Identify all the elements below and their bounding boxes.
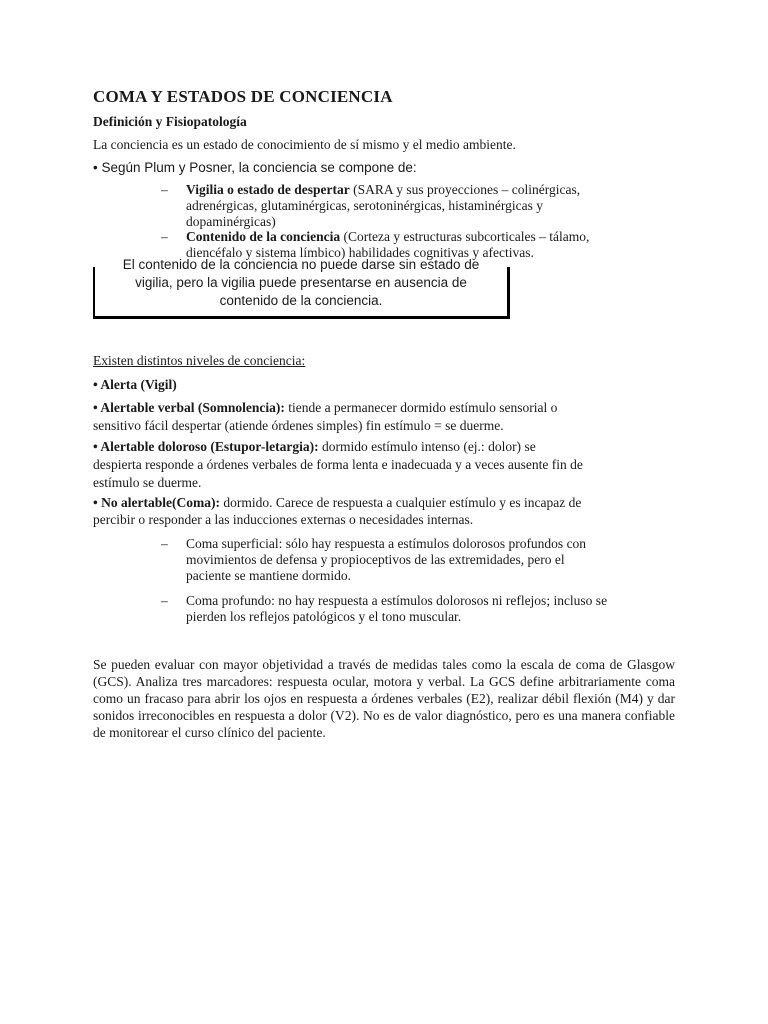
level-text: fácil despertar (atiende órdenes simples) xyxy=(141,418,363,433)
level-text: estímulo xyxy=(93,475,143,490)
component-text: diencéfalo y sistema límbico) xyxy=(186,245,349,260)
coma-type-text: Coma superficial: sólo hay respuesta a estímulos dolorosos profundos con xyxy=(186,536,587,551)
level-text: percibir o responder a las inducciones externas o necesidades internas. xyxy=(93,512,474,527)
level-text: fin estímulo = se duerme. xyxy=(362,418,504,433)
coma-type-text: Coma profundo: no hay respuesta a estímulos dolorosos ni reflejos; incluso se xyxy=(186,593,608,608)
dash-bullet: – xyxy=(161,229,168,244)
coma-type-text: pierden los reflejos patológicos y el tono muscular. xyxy=(186,609,462,624)
level-text: tiende a permanecer dormido xyxy=(284,400,447,415)
component-text: habilidades cognitivas y afectivas. xyxy=(348,245,534,260)
plum-posner-line: • Según Plum y Posner, la conciencia se compone de: xyxy=(93,160,417,175)
dash-bullet: – xyxy=(161,593,168,608)
level-text: dormido xyxy=(318,439,372,454)
level-alertable-doloroso xyxy=(93,438,675,492)
level-text: dormido. Carece de respuesta a cualquier estímulo y es incapaz de xyxy=(219,495,582,510)
component-text: dopaminérgicas) xyxy=(186,214,276,229)
coma-profundo xyxy=(161,593,676,625)
level-text: fin de xyxy=(551,457,583,472)
intro-paragraph: La conciencia es un estado de conocimiento de sí mismo y el medio ambiente. xyxy=(93,137,516,152)
callout-line: vigilia, pero la vigilia puede presentarse en ausencia de xyxy=(135,275,467,290)
levels-heading: Existen distintos niveles de conciencia: xyxy=(93,353,306,368)
level-no-alertable xyxy=(93,494,675,528)
component-term: Vigilia o estado de despertar xyxy=(186,182,350,197)
level-text: estímulo sensorial o xyxy=(446,400,558,415)
component-vigilia xyxy=(161,182,656,230)
callout-box xyxy=(93,257,510,319)
coma-type-text: movimientos de defensa y propioceptivos de las extremidades, pero el xyxy=(186,552,565,567)
document-title: COMA Y ESTADOS DE CONCIENCIA xyxy=(93,87,393,106)
level-text: sensitivo xyxy=(93,418,142,433)
callout-line: contenido de la conciencia. xyxy=(219,293,383,308)
component-term: Contenido de la conciencia xyxy=(186,229,341,244)
gcs-paragraph: Se pueden evaluar con mayor objetividad a través de medidas tales como la escala de coma de Glasgow (GCS). Analiza tres marcadores: respuesta ocular, motora y verbal. La GCS define arbitrariamente coma como un fracaso para abrir los ojos en respuesta a órdenes verbales (E2), realizar débil flexión (M4) y dar sonidos irreconocibles en respuesta a dolor (V2). No es de valor diagnóstico, pero es una manera confiable de monitorear el curso clínico del paciente. xyxy=(93,657,675,740)
component-text: adrenérgicas, glutaminérgicas, serotoninérgicas, histaminérgicas y xyxy=(186,198,544,213)
level-text: responde a órdenes verbales de forma lenta e inadecuada y a veces ausente xyxy=(141,457,552,472)
component-text: (Corteza y estructuras subcorticales – tálamo, xyxy=(340,229,590,244)
dash-bullet: – xyxy=(161,182,168,197)
level-text: se duerme. xyxy=(142,475,202,490)
level-term: • Alertable verbal (Somnolencia): xyxy=(93,400,285,415)
callout-line: El contenido de la conciencia no puede darse sin estado de xyxy=(122,257,480,272)
component-text: (SARA y sus proyecciones – colinérgicas, xyxy=(349,182,581,197)
level-alertable-verbal xyxy=(93,399,675,435)
coma-type-text: paciente se mantiene dormido. xyxy=(186,568,351,583)
level-text: estímulo intenso (ej.: dolor) xyxy=(371,439,525,454)
level-term: • Alertable doloroso (Estupor-letargia): xyxy=(93,439,319,454)
dash-bullet: – xyxy=(161,536,168,551)
level-alerta: • Alerta (Vigil) xyxy=(93,377,177,392)
level-text: se xyxy=(524,439,536,454)
level-term: • No alertable(Coma): xyxy=(93,495,220,510)
level-text: despierta xyxy=(93,457,142,472)
coma-superficial xyxy=(161,536,676,584)
section-heading: Definición y Fisiopatología xyxy=(93,114,247,129)
